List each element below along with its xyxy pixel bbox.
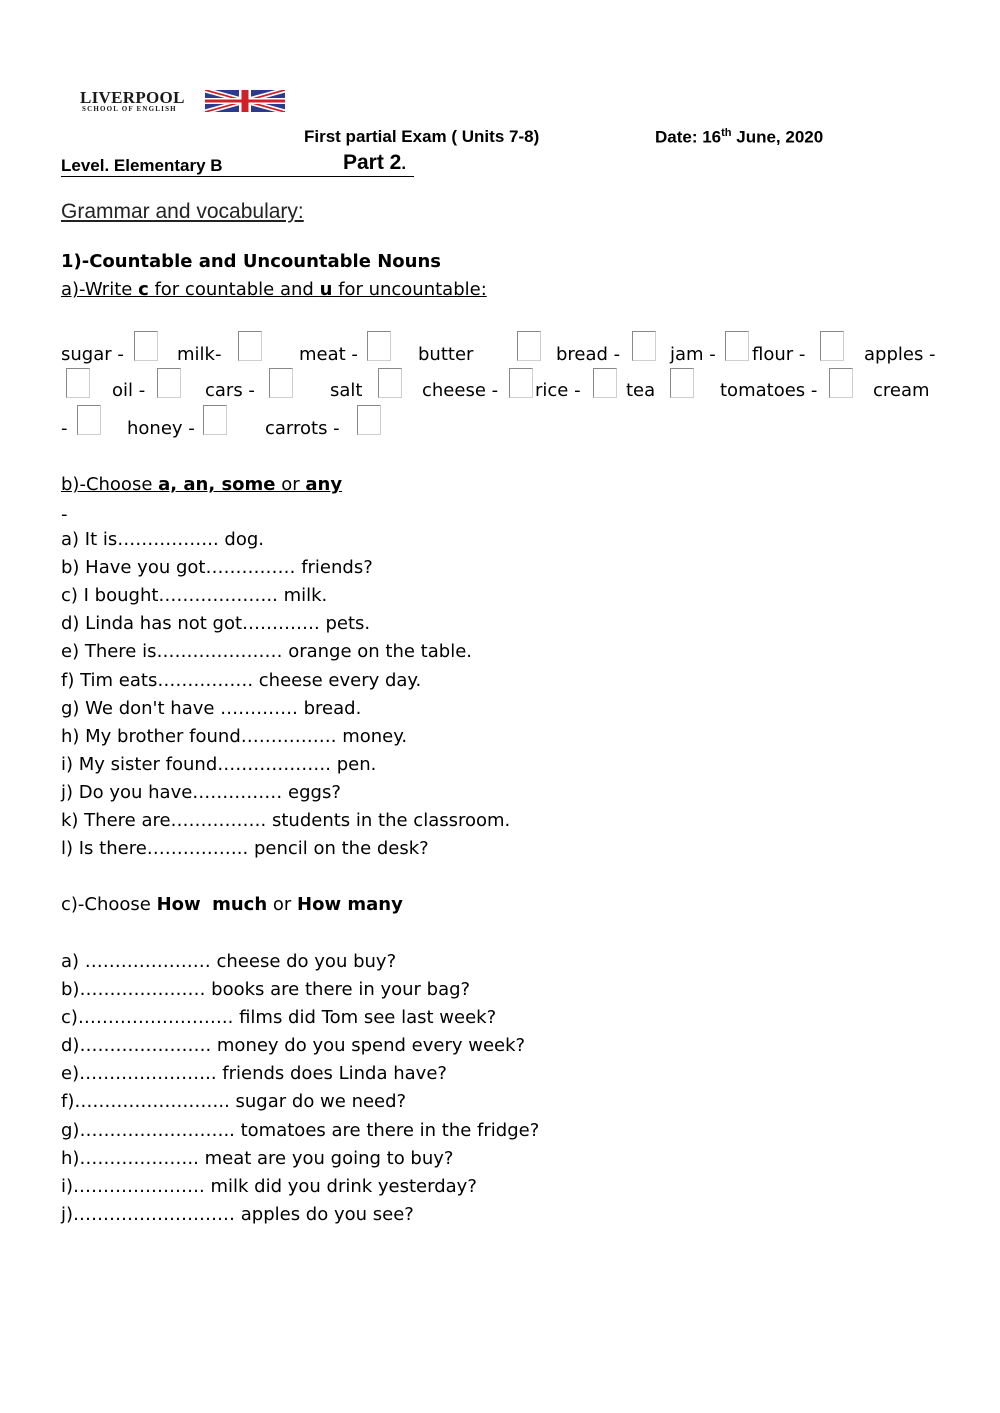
logo-title: LIVERPOOL xyxy=(80,88,185,107)
exercise-item: g) We don't have …………. bread. xyxy=(61,698,362,719)
answer-checkbox[interactable] xyxy=(378,368,402,398)
answer-checkbox[interactable] xyxy=(203,405,227,435)
answer-checkbox[interactable] xyxy=(77,405,101,435)
exercise-item: b)………………… books are there in your bag? xyxy=(61,979,471,1000)
exercise-item: f) Tim eats……………. cheese every day. xyxy=(61,670,422,691)
noun-word: rice - xyxy=(535,380,581,401)
section-heading: Grammar and vocabulary: xyxy=(61,200,304,223)
noun-word: tomatoes - xyxy=(720,380,818,401)
section-b-instruction: b)-Choose a, an, some or any xyxy=(61,474,343,495)
exercise-item: d) Linda has not got…………. pets. xyxy=(61,613,371,634)
part-label: Part 2. xyxy=(343,151,407,174)
exercise-item: e) There is………………… orange on the table. xyxy=(61,641,472,662)
level-label: Level. Elementary B xyxy=(61,156,223,175)
noun-word: milk- xyxy=(177,344,222,365)
noun-word: bread - xyxy=(556,344,621,365)
section-b-dash: - xyxy=(61,504,68,525)
answer-checkbox[interactable] xyxy=(367,331,391,361)
union-jack-flag-icon xyxy=(205,90,285,112)
answer-checkbox[interactable] xyxy=(66,368,90,398)
noun-word: apples - xyxy=(864,344,936,365)
noun-word: tea xyxy=(626,380,656,401)
answer-checkbox[interactable] xyxy=(134,331,158,361)
noun-word: cheese - xyxy=(422,380,499,401)
exercise-item: h)……………….. meat are you going to buy? xyxy=(61,1148,454,1169)
answer-checkbox[interactable] xyxy=(632,331,656,361)
noun-word: jam - xyxy=(670,344,716,365)
noun-word: butter xyxy=(418,344,474,365)
exercise-item: j) Do you have…………… eggs? xyxy=(61,782,341,803)
answer-checkbox[interactable] xyxy=(357,405,381,435)
answer-checkbox[interactable] xyxy=(509,368,533,398)
exam-date: Date: 16th June, 2020 xyxy=(655,127,824,147)
answer-checkbox[interactable] xyxy=(517,331,541,361)
answer-checkbox[interactable] xyxy=(820,331,844,361)
exercise-item: b) Have you got…………… friends? xyxy=(61,557,373,578)
noun-word: sugar - xyxy=(61,344,124,365)
noun-word: - xyxy=(61,418,68,439)
noun-word: cream xyxy=(873,380,930,401)
answer-checkbox[interactable] xyxy=(269,368,293,398)
exercise-item: h) My brother found……………. money. xyxy=(61,726,408,747)
exercise-item: f)…………………….. sugar do we need? xyxy=(61,1091,407,1112)
exercise-item: c)…………………….. films did Tom see last week? xyxy=(61,1007,497,1028)
answer-checkbox[interactable] xyxy=(725,331,749,361)
exercise-item: i) My sister found………………. pen. xyxy=(61,754,377,775)
noun-word: salt xyxy=(330,380,363,401)
answer-checkbox[interactable] xyxy=(157,368,181,398)
exam-title: First partial Exam ( Units 7-8) xyxy=(304,127,540,146)
exercise-item: c) I bought……………….. milk. xyxy=(61,585,328,606)
logo-subtitle: SCHOOL OF ENGLISH xyxy=(82,105,177,113)
noun-word: meat - xyxy=(299,344,358,365)
school-logo xyxy=(80,88,285,116)
noun-word: carrots - xyxy=(265,418,340,439)
countable-nouns-title: 1)-Countable and Uncountable Nouns xyxy=(61,251,441,272)
exercise-item: l) Is there…………….. pencil on the desk? xyxy=(61,838,429,859)
answer-checkbox[interactable] xyxy=(829,368,853,398)
noun-word: oil - xyxy=(112,380,146,401)
noun-word: cars - xyxy=(205,380,255,401)
exercise-item: g)…………………….. tomatoes are there in the fridge? xyxy=(61,1120,540,1141)
exercise-item: a) It is…………….. dog. xyxy=(61,529,264,550)
exercise-item: j)……………………… apples do you see? xyxy=(61,1204,414,1225)
answer-checkbox[interactable] xyxy=(670,368,694,398)
exercise-item: k) There are……………. students in the classroom. xyxy=(61,810,511,831)
answer-checkbox[interactable] xyxy=(593,368,617,398)
noun-word: honey - xyxy=(127,418,195,439)
exercise-item: e)………………….. friends does Linda have? xyxy=(61,1063,447,1084)
exercise-item: a) ………………… cheese do you buy? xyxy=(61,951,397,972)
countable-instruction: a)-Write c for countable and u for uncountable: xyxy=(61,279,487,300)
noun-word: flour - xyxy=(752,344,806,365)
answer-checkbox[interactable] xyxy=(238,331,262,361)
section-c-instruction: c)-Choose How much or How many xyxy=(61,894,403,915)
exercise-item: d)…………………. money do you spend every week? xyxy=(61,1035,526,1056)
exercise-item: i)…………………. milk did you drink yesterday? xyxy=(61,1176,477,1197)
